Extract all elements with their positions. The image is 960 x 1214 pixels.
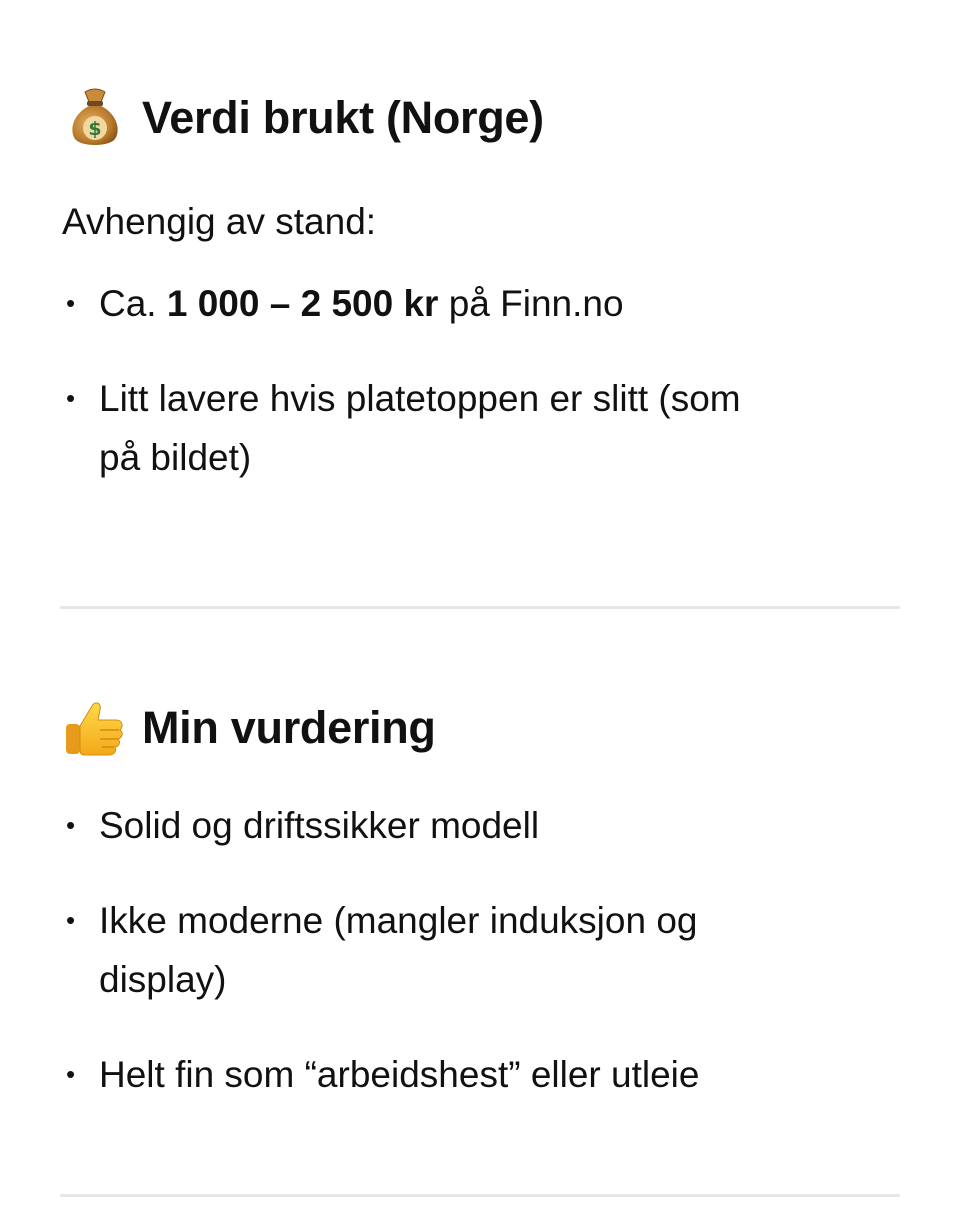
bullet-text: Helt fin som “arbeidshest” eller utleie: [99, 1054, 700, 1095]
list-item: [62, 796, 900, 855]
price-range: 1 000 – 2 500 kr: [166, 283, 439, 325]
section-heading-value: [62, 82, 900, 152]
thumbs-up-icon: [62, 694, 128, 760]
section-divider: [60, 606, 900, 609]
bullet-text-line: Ikke moderne (mangler induksjon og: [99, 900, 698, 941]
section-value: [62, 82, 900, 487]
section-divider: [60, 1194, 900, 1197]
bullet-text-line: display): [99, 959, 227, 1000]
bullet-text-suffix: på Finn.no: [438, 283, 624, 325]
section-heading-assessment: [62, 692, 900, 762]
list-item: [62, 1045, 900, 1104]
bullet-dot: •: [66, 288, 76, 319]
list-item: [62, 891, 900, 1009]
bullet-dot: •: [66, 1059, 76, 1089]
bullet-dot: •: [66, 383, 76, 414]
bullet-text-line: på bildet): [99, 437, 252, 479]
list-item: [62, 369, 900, 487]
intro-text: Avhengig av stand:: [62, 201, 377, 242]
section-assessment: [62, 692, 900, 1104]
svg-text:$: $: [88, 118, 102, 140]
bullet-text-prefix: Ca.: [99, 283, 167, 325]
bullet-text: Solid og driftssikker modell: [99, 805, 540, 846]
bullet-dot: •: [66, 810, 76, 840]
section-title: Min vurdering: [142, 701, 436, 753]
list-item: [62, 274, 900, 333]
bullet-dot: •: [66, 905, 76, 935]
bullet-text-line: Litt lavere hvis platetoppen er slitt (som: [99, 378, 741, 420]
bullet-list-assessment: [62, 796, 900, 1104]
money-bag-icon: [62, 84, 128, 150]
bullet-list-value: [62, 274, 900, 487]
section-title: Verdi brukt (Norge): [142, 91, 544, 143]
